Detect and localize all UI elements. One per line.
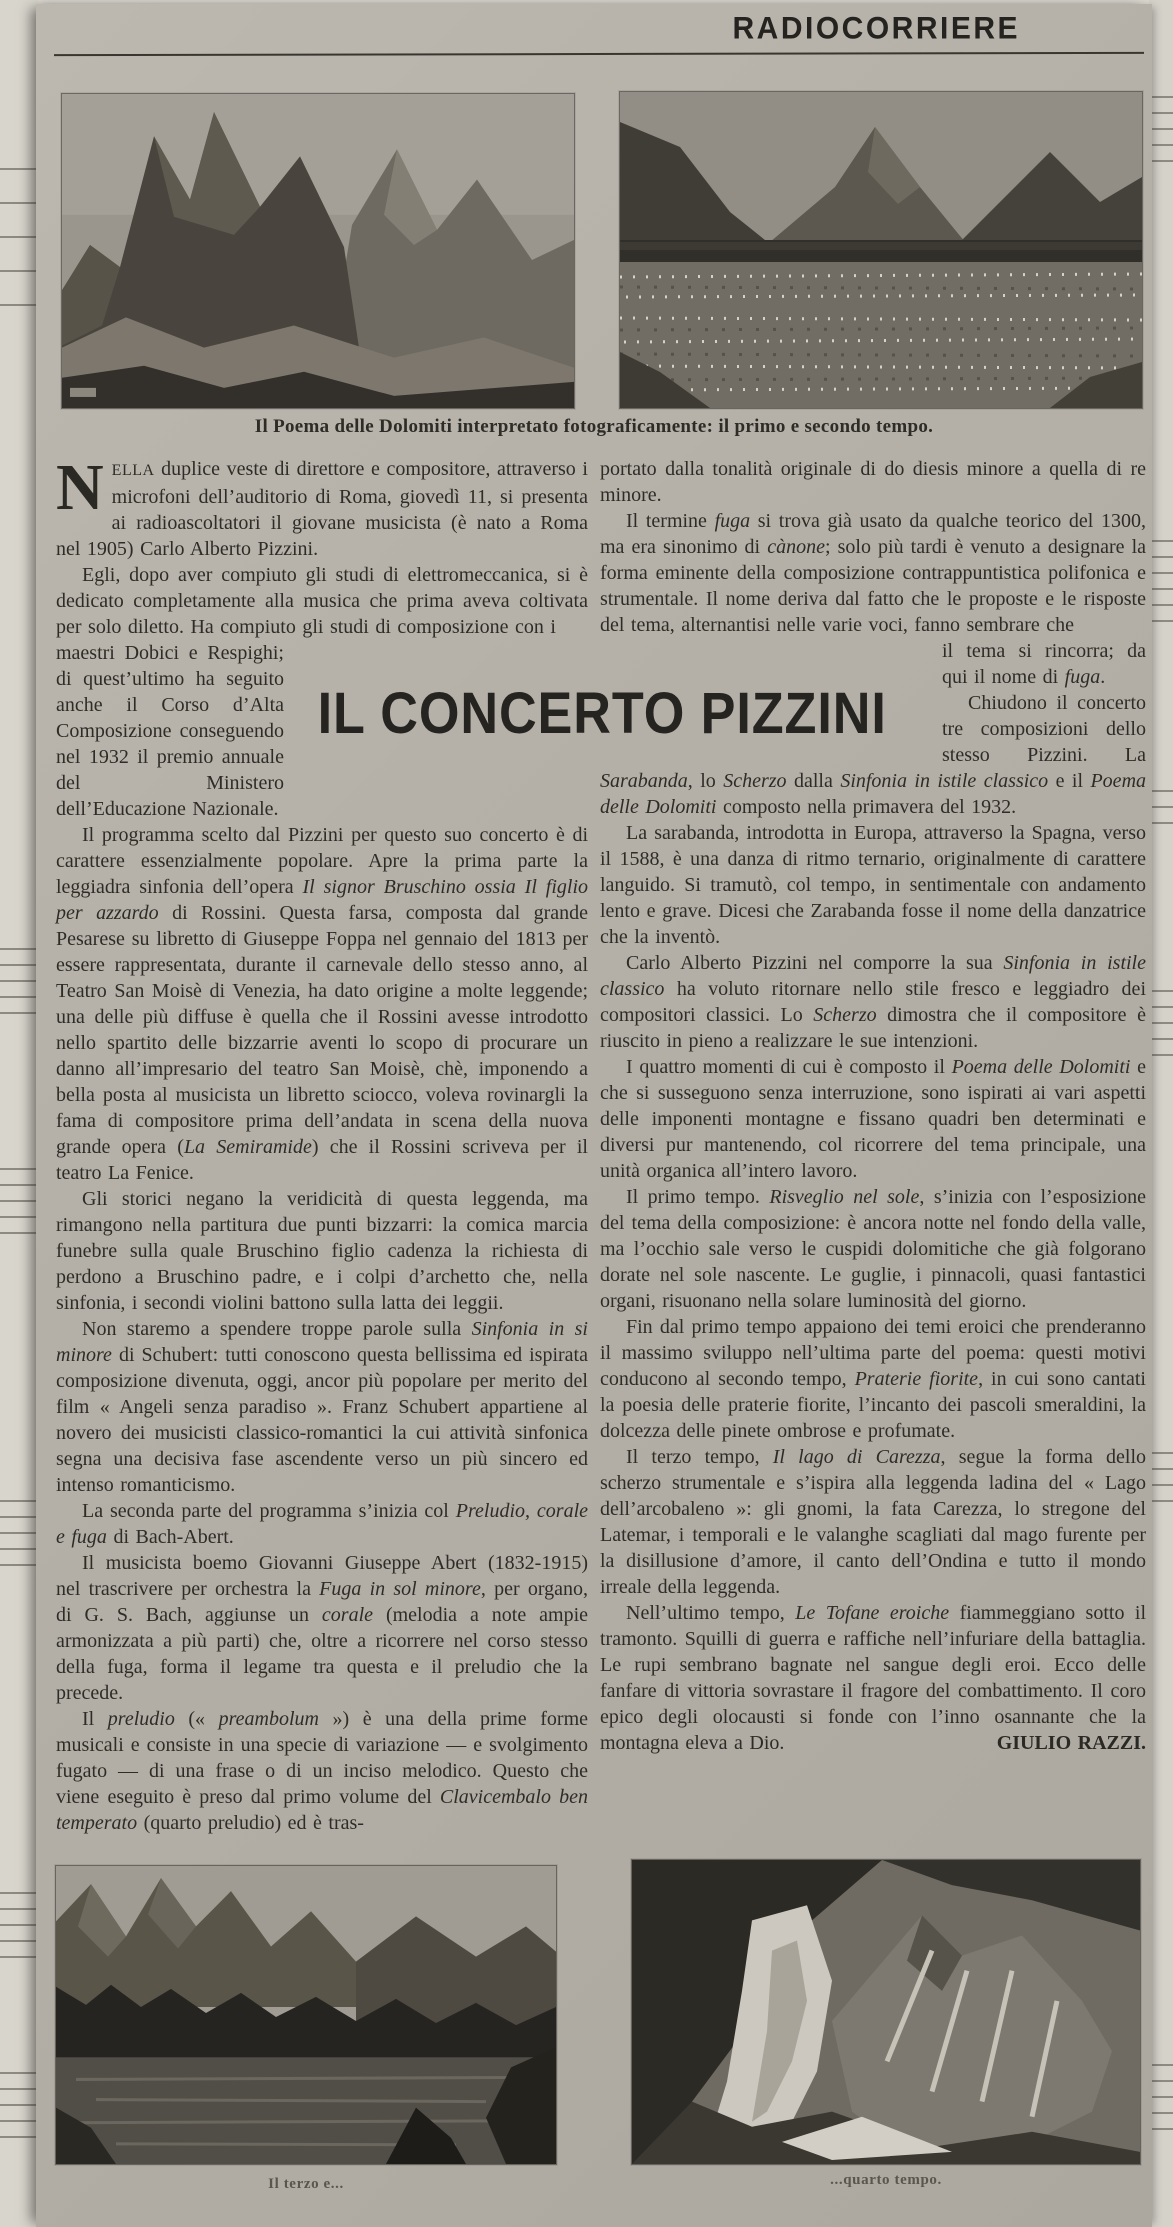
- drop-cap: N: [56, 451, 104, 524]
- article-paragraph: La seconda parte del programma s’inizia col Preludio, corale e fuga di Bach-Abert.: [56, 1500, 588, 1548]
- article-paragraph: Il termine fuga si trova già usato da qualche teorico del 1300, ma era sinonimo di cànone; solo più tardi è venuto a designare la forma eminente della composizione contrappuntistica polifonica e strumentale. Il nome deriva dal fatto che le proposte e le risposte del tema, alternantisi nelle varie voci, fanno sembrare che: [600, 510, 1147, 636]
- article-title: IL CONCERTO PIZZINI: [317, 681, 887, 746]
- photo-tofane-peak: [632, 1860, 1140, 2164]
- article-paragraph: Il preludio (« preambolum ») è una della prime forme musicali e consiste in una specie di variazione — e svolgimento fugato — di una frase o di un inciso melodico. Questo che viene eseguito è preso dal primo volume del Clavicembalo ben temperato (quarto preludio) ed è tras-: [56, 1708, 588, 1834]
- music-staff-lines: [0, 1168, 38, 1246]
- article-paragraph: Chiudono il concerto tre composizioni dello stesso Pizzini. La Sarabanda, lo Scherzo dalla Sinfonia in istile classico e il Poema delle Dolomiti composto nella primavera del 1932.: [600, 692, 1147, 818]
- article-paragraph: La sarabanda, introdotta in Europa, attraverso la Spagna, verso il 1588, è una danza di ritmo ternario, originalmente di carattere languido. Si tramutò, col tempo, in sentimentale con andamento lento e grave. Dicesi che Zarabanda fosse il nome della danzatrice che la inventò.: [600, 822, 1146, 948]
- column-paragraphs: [600, 456, 1146, 1756]
- article-column-right: [600, 456, 1146, 1756]
- title-wrap-spacer: [296, 640, 588, 772]
- article-paragraph: Egli, dopo aver compiuto gli studi di elettromeccanica, si è dedicato completamente alla musica che prima aveva coltivata per solo diletto. Ha compiuto gli studi di composizione con i: [56, 564, 588, 638]
- article-paragraph: Carlo Alberto Pizzini nel comporre la sua Sinfonia in istile classico ha voluto ritornare nello stile fresco e leggiadro dei compositori classici. Lo Scherzo dimostra che il compositore è riuscito in pieno a realizzare le sue intenzioni.: [600, 952, 1146, 1052]
- newspaper-page: [36, 4, 1152, 2227]
- article-paragraph: Il programma scelto dal Pizzini per questo suo concerto è di carattere essenzialmente popolare. Apre la prima parte la leggiadra sinfonia dell’opera Il signor Bruschino ossia Il figlio per azzardo di Rossini. Questa farsa, composta dal grande Pesarese su libretto di Giuseppe Foppa nel gennaio del 1813 per essere rappresentata, durante il carnevale dello stesso anno, al Teatro San Moisè di Venezia, ha dato origine a molte leggende; una delle più diffuse è quella che il Rossini avesse introdotto nello spartito delle bizzarrie aventi lo scopo di procurare un danno all’impresario del teatro San Moisè, chè, imponendo a bella posta al musicista un libretto sciocco, voleva rovinargli la fama di compositore prima dell’andata in scena della nuova grande opera (La Semiramide) che il Rossini scriveva per il teatro La Fenice.: [56, 824, 588, 1184]
- article-paragraph: NELLA duplice veste di direttore e compositore, attraverso i microfoni dell’auditorio di Roma, giovedì 11, si presenta ai radioascoltatori il giovane musicista (è nato a Roma nel 1905) Carlo Alberto Pizzini.: [56, 451, 588, 560]
- music-staff-lines: [1149, 2064, 1173, 2142]
- masthead-title: RADIOCORRIERE: [732, 11, 1020, 46]
- article-paragraph: maestri Dobici e Respighi; di quest’ultimo ha seguito anche il Corso d’Alta Composizione conseguendo nel 1932 il premio annuale del Ministero dell’Educazione Nazionale.: [56, 642, 284, 820]
- article-paragraph: il tema si rincorra; da qui il nome di fuga.: [942, 640, 1146, 688]
- music-staff-lines: [1149, 1452, 1173, 1514]
- bottom-right-caption: ...quarto tempo.: [830, 2172, 942, 2188]
- music-staff-lines: [1149, 96, 1173, 174]
- bottom-left-caption: Il terzo e...: [268, 2176, 344, 2192]
- article-paragraph: I quattro momenti di cui è composto il Poema delle Dolomiti e che si susseguono senza interruzione, sono ispirati ai vari aspetti delle imponenti montagne e fissano quadri ben determinati e diversi pur mantenendo, col ricorrere del tema principale, una unità organica all’intero lavoro.: [600, 1056, 1146, 1182]
- mountain-peaks-illustration: [62, 94, 574, 408]
- meadow-illustration: [620, 92, 1142, 408]
- music-staff-lines: [0, 1500, 38, 1578]
- article-paragraph: Il musicista boemo Giovanni Giuseppe Abert (1832-1915) nel trascrivere per orchestra la Fuga in sol minore, per organo, di G. S. Bach, aggiunse un corale (melodia a note ampie armonizzata a più parti) che, oltre a ricorrere nel corso stesso della fuga, forma il legame tra questa e il preludio che la precede.: [56, 1552, 589, 1704]
- title-wrap-spacer: [600, 638, 930, 768]
- article-paragraph: Non staremo a spendere troppe parole sulla Sinfonia in si minore di Schubert: tutti conoscono questa bellissima ed ispirata composizione divenuta, oggi, ancor più popolare per merito del film « Angeli senza paradiso ». Franz Schubert appartiene al novero dei musicisti classico-romantici la cui attività sinfonica segna una decisiva fase ascendente verso un più sincero ed intenso romanticismo.: [56, 1318, 588, 1496]
- article-paragraph: Gli storici negano la veridicità di questa leggenda, ma rimangono nella partitura due punti bizzarri: la comica marcia funebre sulla quale Bruschino figlio cadenza la richiesta di perdono a Bruschino padre, e i colpi d’archetto che, nella sinfonia, i secondi violini battono sulla latta dei leggii.: [56, 1188, 588, 1314]
- lake-illustration: [56, 1866, 556, 2164]
- photo-flower-meadow: [620, 92, 1142, 408]
- music-staff-lines: [0, 168, 38, 336]
- music-staff-lines: [1149, 990, 1173, 1068]
- article-paragraph: Il terzo tempo, Il lago di Carezza, segue la forma dello scherzo strumentale e s’ispira alla leggenda ladina del « Lago dell’arcobaleno »: gli gnomi, la fata Carezza, lo stregone del Latemar, i temporali e le valanghe scagliati dal mago furente per la disillusione d’amore, il canto dell’Ondina e tutto il mondo irreale della leggenda.: [600, 1446, 1147, 1598]
- top-photos-caption: Il Poema delle Dolomiti interpretato fotograficamente: il primo e secondo tempo.: [254, 416, 934, 437]
- article-paragraph: Nell’ultimo tempo, Le Tofane eroiche fiammeggiano sotto il tramonto. Squilli di guerra e raffiche nell’infuriare della battaglia. Le rupi sembrano bagnate nel sangue degli eroi. Ecco delle fanfare di vittoria sovrastare il fragore del combattimento. Il coro epico degli olocausti si fonde con l’inno osannante che la montagna eleva a Dio.: [600, 1602, 1147, 1754]
- scan-edge-left: [0, 0, 38, 2227]
- music-staff-lines: [0, 2072, 38, 2150]
- music-staff-lines: [0, 948, 38, 1026]
- snow-peak-illustration: [632, 1860, 1140, 2164]
- article-column-left: [56, 451, 589, 1836]
- photo-dolomiti-peaks: [62, 94, 574, 408]
- article-paragraph: portato dalla tonalità originale di do diesis minore a quella di re minore.: [600, 458, 1146, 506]
- music-staff-lines: [0, 1892, 38, 1970]
- article-paragraph: Il primo tempo. Risveglio nel sole, s’inizia con l’esposizione del tema della composizione: è ancora notte nel fondo della valle, ma l’occhio sale verso le cuspidi dolomitiche che già folgorano dorate nel sole nascente. Le guglie, i pinnacoli, quasi fantastici organi, risuonano nella solare luminosità del giorno.: [600, 1186, 1147, 1312]
- author-byline: GIULIO RAZZI.: [996, 1732, 1146, 1754]
- music-staff-lines: [1149, 790, 1173, 836]
- photo-lake-carezza: [56, 1866, 556, 2164]
- scan-edge-right: [1149, 0, 1173, 2227]
- article-paragraph: Fin dal primo tempo appaiono dei temi eroici che prenderanno il massimo sviluppo nell’ultima parte del poema: questi motivi conducono al secondo tempo, Praterie fiorite, in cui sono cantati la poesia delle praterie fiorite, l’incanto dei pascoli smeraldini, la dolcezza delle pinete ombrose e profumate.: [600, 1316, 1146, 1442]
- music-staff-lines: [1149, 540, 1173, 634]
- header-rule: [54, 52, 1144, 56]
